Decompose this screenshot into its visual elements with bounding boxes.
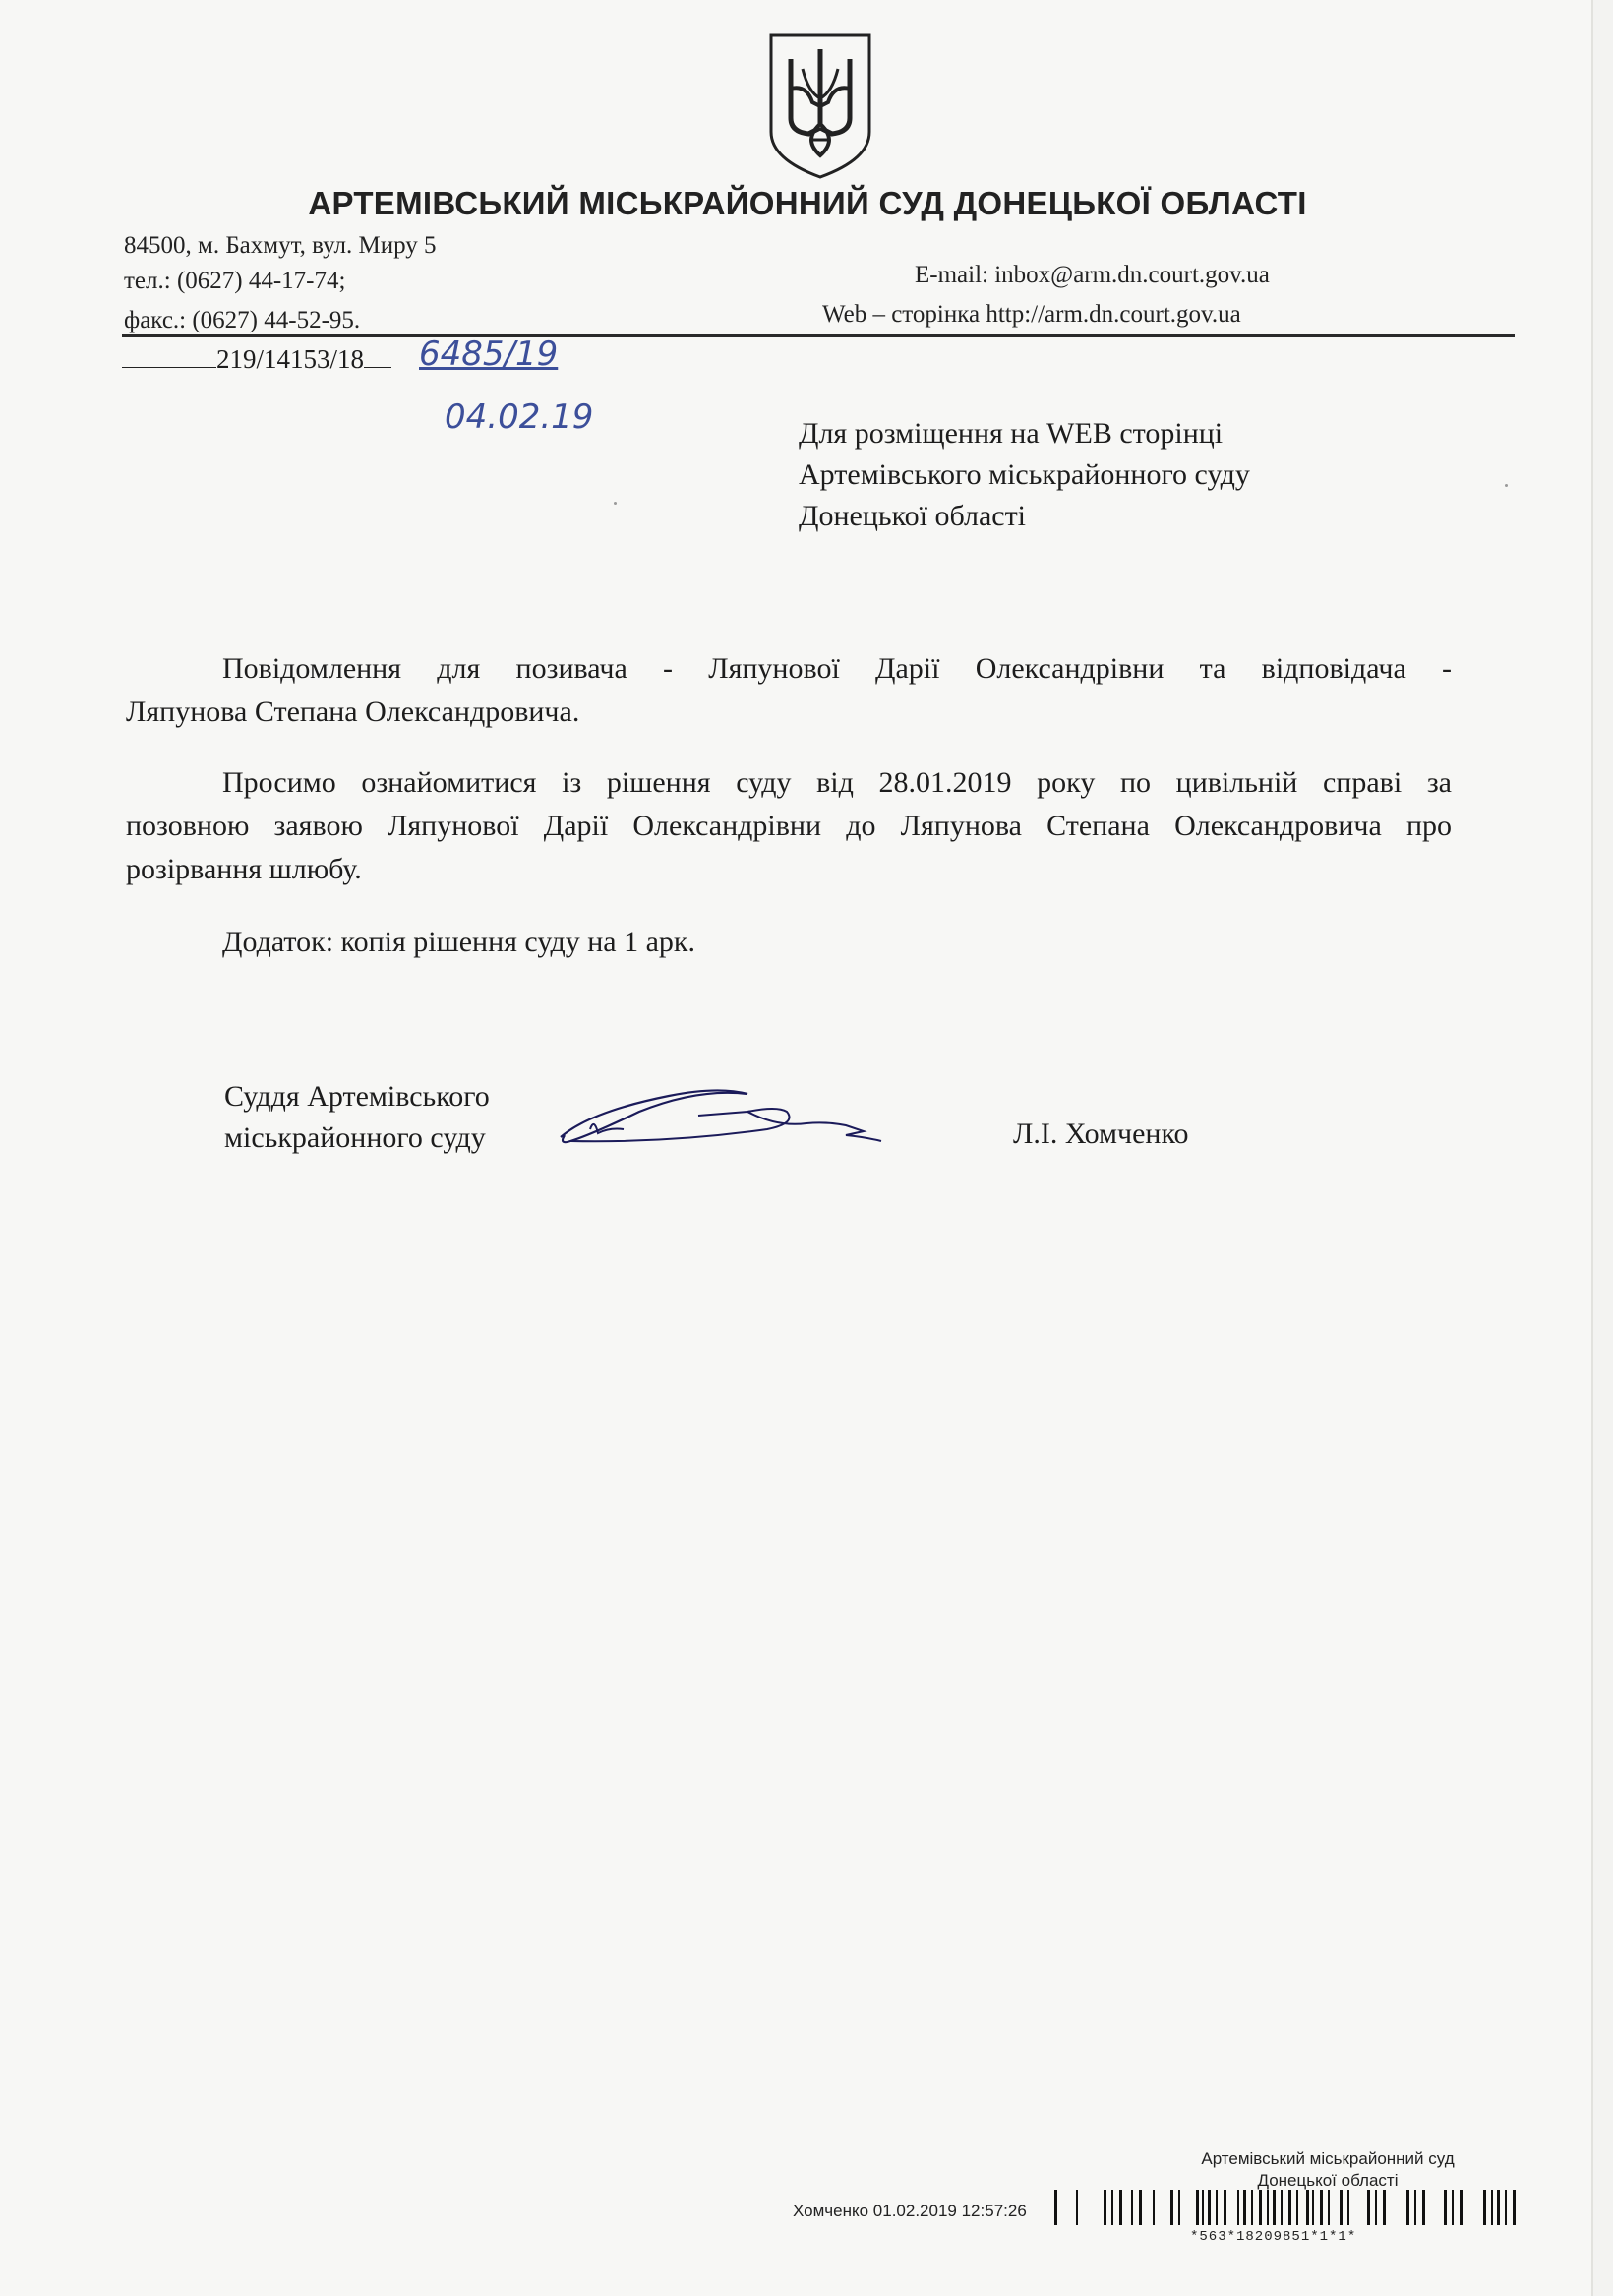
court-website: Web – сторінка http://arm.dn.court.gov.ua bbox=[822, 301, 1241, 328]
signer-title-line: міськрайонного суду bbox=[224, 1121, 486, 1154]
addressee-line: Для розміщення на WEB сторінці bbox=[799, 417, 1224, 450]
scan-speck bbox=[1505, 484, 1508, 487]
handwritten-signature bbox=[551, 1072, 905, 1151]
notice-paragraph bbox=[126, 647, 1452, 734]
court-fax: факс.: (0627) 44-52-95. bbox=[124, 307, 361, 333]
signer-name: Л.І. Хомченко bbox=[1013, 1118, 1189, 1150]
addressee-line: Донецької області bbox=[799, 500, 1027, 532]
court-email: E-mail: inbox@arm.dn.court.gov.ua bbox=[915, 262, 1270, 288]
handwritten-date: 04.02.19 bbox=[445, 397, 594, 437]
reference-blank bbox=[122, 345, 216, 368]
coat-of-arms-emblem bbox=[763, 30, 877, 183]
court-phone: тел.: (0627) 44-17-74; bbox=[124, 268, 346, 294]
request-paragraph bbox=[126, 761, 1452, 891]
scan-speck bbox=[614, 502, 617, 505]
registration-barcode bbox=[1054, 2190, 1538, 2229]
reference-line bbox=[122, 344, 391, 375]
registration-timestamp: Хомченко 01.02.2019 12:57:26 bbox=[793, 2202, 1027, 2220]
signer-title bbox=[224, 1076, 490, 1159]
notice-text-line: Ляпунова Степана Олександровича. bbox=[126, 695, 580, 728]
addressee-block bbox=[799, 413, 1250, 537]
request-text-line: позовною заявою Ляпунової Дарії Олександрівни до Ляпунова Степана Олександровича про bbox=[126, 810, 1452, 842]
request-text-line: розірвання шлюбу. bbox=[126, 853, 362, 885]
handwritten-outgoing-number: 6485/19 bbox=[419, 334, 559, 374]
reference-blank-2 bbox=[364, 345, 391, 368]
attachment-paragraph bbox=[126, 921, 1452, 964]
court-name-heading: АРТЕМІВСЬКИЙ МІСЬКРАЙОННИЙ СУД ДОНЕЦЬКОЇ ОБЛАСТІ bbox=[308, 185, 1307, 221]
attachment-text: Додаток: копія рішення суду на 1 арк. bbox=[222, 926, 695, 958]
registration-stamp-org bbox=[1102, 2148, 1554, 2192]
stamp-org-line: Донецької області bbox=[1257, 2171, 1399, 2190]
barcode-number: *563*18209851*1*1* bbox=[1190, 2229, 1357, 2245]
addressee-line: Артемівського міськрайонного суду bbox=[799, 458, 1250, 491]
court-address: 84500, м. Бахмут, вул. Миру 5 bbox=[124, 232, 437, 259]
stamp-org-line: Артемівський міськрайонний суд bbox=[1201, 2149, 1455, 2168]
case-number: 219/14153/18 bbox=[216, 344, 365, 374]
header-divider bbox=[122, 334, 1515, 337]
request-text-line: Просимо ознайомитися із рішення суду від 28.01.2019 року по цивільній справі за bbox=[222, 766, 1452, 799]
signer-title-line: Суддя Артемівського bbox=[224, 1080, 490, 1113]
notice-text-line: Повідомлення для позивача - Ляпунової Дарії Олександрівни та відповідача - bbox=[222, 652, 1452, 685]
